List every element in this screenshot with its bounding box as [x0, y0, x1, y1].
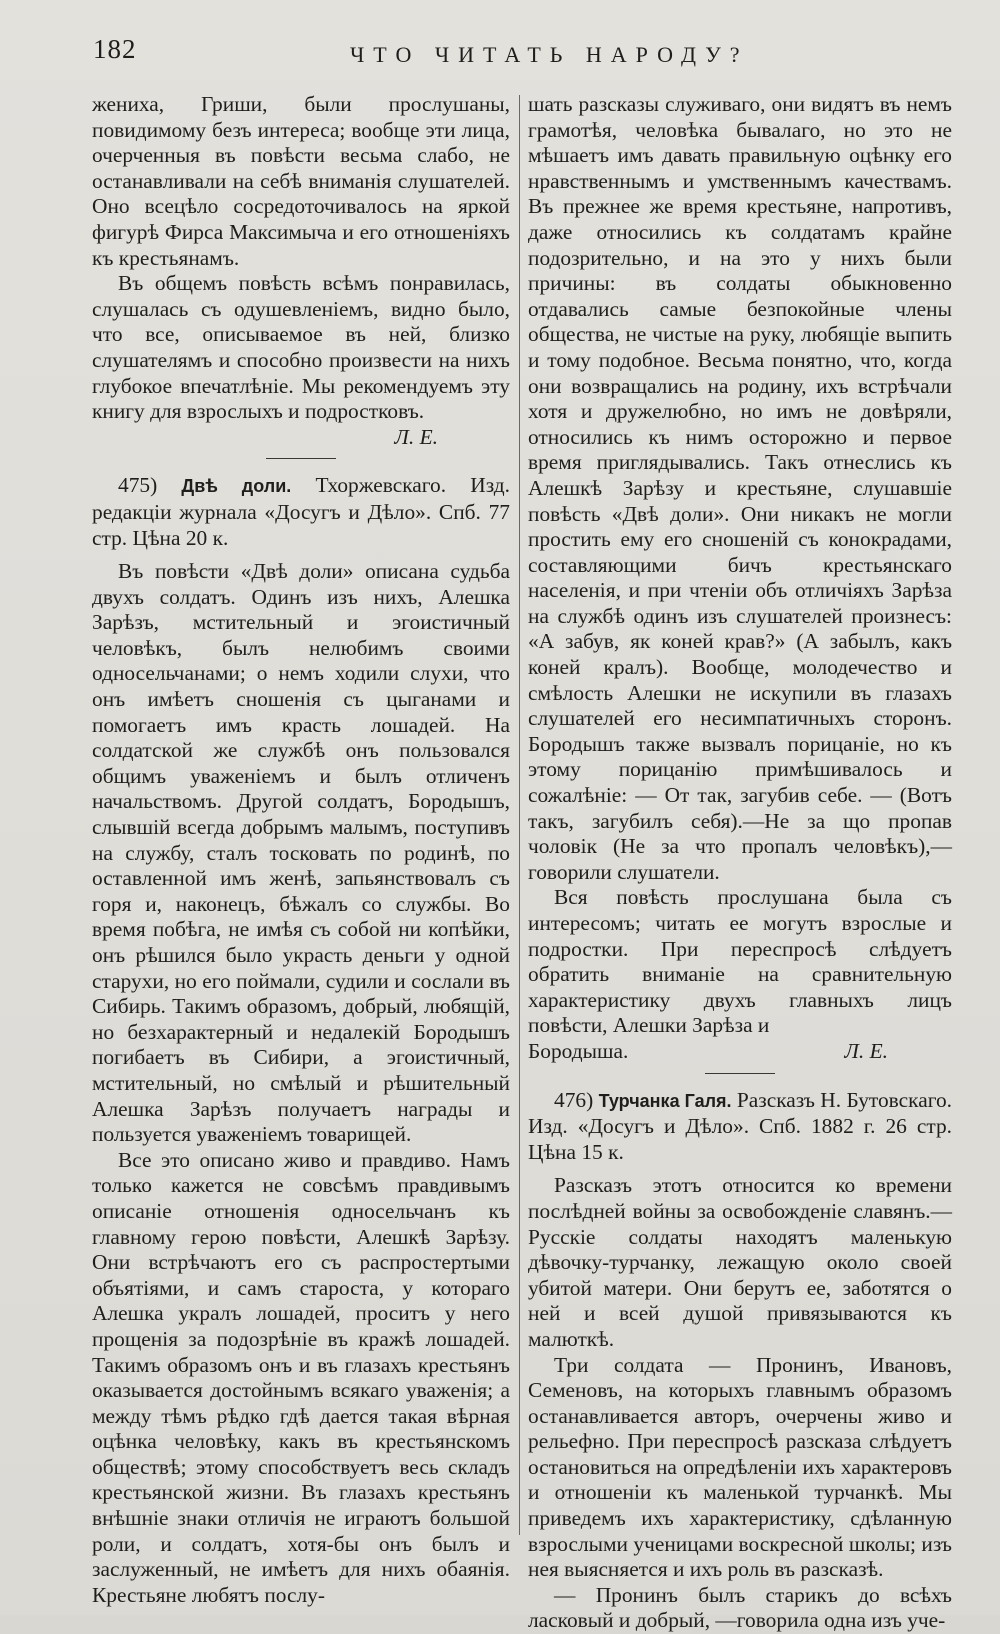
- paragraph: — Пронинъ былъ старикъ до всѣхъ ласковый и добрый, —говорила одна изъ уче-: [528, 1582, 952, 1633]
- page-number: 182: [93, 34, 137, 64]
- entry-title: Турчанка Галя.: [598, 1090, 732, 1111]
- paragraph-tail: Бородыша.: [528, 1038, 629, 1063]
- signature: Л. Е.: [844, 1038, 888, 1063]
- entry-number: 475): [118, 473, 158, 498]
- entry-heading-476: [528, 1088, 952, 1166]
- separator-rule: [266, 458, 336, 459]
- entry-heading-475: [92, 473, 510, 551]
- paragraph: Въ общемъ повѣсть всѣмъ понравилась, слушалась съ одушевленіемъ, видно было, что все, описываемое въ ней, близко слушателямъ и способно произвести на нихъ глубокое впечатлѣніе. Мы рекомендуемъ эту книгу для взрослыхъ и подростковъ.: [92, 271, 510, 424]
- paragraph: Въ повѣсти «Двѣ доли» описана судьба двухъ солдатъ. Одинъ изъ нихъ, Алешка Зарѣзъ, мстительный и эгоистичный человѣкъ, былъ нелюбимъ своими односельчанами; о немъ ходили слухи, что онъ имѣетъ сношенія съ цыганами и помогаетъ имъ красть лошадей. На солдатской же службѣ онъ пользовался общимъ уваженіемъ и былъ отличенъ начальствомъ. Другой солдатъ, Бородышъ, слывшій всегда добрымъ малымъ, поступивъ на службу, сталъ тосковать по родинѣ, по оставленной имъ женѣ, запьянствовалъ съ горя и, наконецъ, бѣжалъ со службы. Во время побѣга, не имѣя съ собой ни копѣйки, онъ рѣшился было украсть деньги у одной старухи, но его поймали, судили и сослали въ Сибирь. Такимъ образомъ, добрый, любящій, но безхарактерный и недалекій Бородышъ погибаетъ въ Сибири, а эгоистичный, мстительный, но смѣлый и рѣшительный Алешка Зарѣзъ получаетъ награды и пользуется уваженіемъ товарищей.: [92, 559, 510, 1147]
- paragraph: шать разсказы служиваго, они видятъ въ немъ грамотѣя, человѣка бывалаго, но это не мѣшаетъ имъ давать правильную оцѣнку его нравственнымъ и умственнымъ качествамъ. Въ прежнее же время крестьяне, напротивъ, даже относились къ солдатамъ крайне подозрительно, и на это у нихъ были причины: въ солдаты обыкновенно отдавались самые безпокойные члены общества, не чистые на руку, любящіе выпить и тому подобное. Весьма понятно, что, когда они возвращались на родину, ихъ встрѣчали хотя и дружелюбно, но имъ не довѣряли, относились къ нимъ осторожно и первое время приглядывались. Такъ отнеслись къ Алешкѣ Зарѣзу и крестьяне, слушавшіе повѣсть «Двѣ доли». Они никакъ не могли простить ему его сношеній съ конокрадами, составляющими бичъ крестьянскаго населенія, и при чтеніи объ отличіяхъ Зарѣза на службѣ одинъ изъ слушателей произнесъ: «А забув, як коней крав?» (А забылъ, какъ коней кралъ). Вообще, молодечество и смѣлость Алешки не искупили въ глазахъ слушателей его несимпатичныхъ сторонъ. Бородышъ также вызвалъ порицаніе, но къ этому порицанію примѣшивалось и сожалѣніе: — От так, загубив себе. — (Вотъ такъ, загубилъ себя).—Не за що пропав чоловік (Не за что пропалъ человѣкъ),—говорили слушатели.: [528, 92, 952, 884]
- entry-imprint: Тхоржевскаго. Изд. редакціи журнала «Досугъ и Дѣло». Спб. 77 стр. Цѣна 20 к.: [92, 473, 510, 550]
- entry-imprint: Разсказъ Н. Бутовскаго. Изд. «Досугъ и Дѣло». Спб. 1882 г. 26 стр. Цѣна 15 к.: [528, 1087, 952, 1164]
- left-column: [92, 92, 510, 1608]
- paragraph: Три солдата — Пронинъ, Ивановъ, Семеновъ, на которыхъ главнымъ образомъ останавливается авторъ, очерчены живо и рельефно. При переспросѣ разсказа слѣдуетъ остановиться на опредѣленіи ихъ характеровъ и отношеніи къ маленькой турчанкѣ. Мы приведемъ ихъ характеристику, сдѣланную взрослыми ученицами воскресной школы; изъ нея выясняется и ихъ роль въ разсказѣ.: [528, 1352, 952, 1582]
- column-divider: [519, 95, 520, 1535]
- paragraph: жениха, Гриши, были прослушаны, повидимому безъ интереса; вообще эти лица, очерченныя въ повѣсти весьма слабо, не останавливали на себѣ вниманія слушателей. Оно всецѣло сосредоточивалось на яркой фигурѣ Фирса Максимыча и его отношеніяхъ къ крестьянамъ.: [92, 92, 510, 270]
- paragraph-last-line: [528, 1039, 952, 1065]
- entry-number: 476): [554, 1087, 594, 1112]
- separator-rule: [705, 1073, 775, 1074]
- signature: Л. Е.: [394, 424, 438, 449]
- paragraph: Вся повѣсть прослушана была съ интересомъ; читать ее могутъ взрослые и подростки. При переспросѣ слѣдуетъ обратить вниманіе на сравнительную характеристику двухъ главныхъ лицъ повѣсти, Алешки Зарѣза и: [528, 885, 952, 1038]
- entry-title: Двѣ доли.: [181, 476, 292, 497]
- right-column: [528, 92, 952, 1634]
- paragraph: Все это описано живо и правдиво. Намъ только кажется не совсѣмъ правдивымъ описаніе отношенія односельчанъ къ главному герою повѣсти, Алешкѣ Зарѣзу. Они встрѣчаютъ его съ распростертыми объятіями, и самъ староста, у котораго Алешка укралъ лошадей, проситъ у него прощенія за подозрѣніе въ кражѣ лошадей. Такимъ образомъ онъ и въ глазахъ крестьянъ оказывается достойнымъ всякаго уваженія; а между тѣмъ рѣдко гдѣ дается такая вѣрная оцѣнка человѣку, какъ въ крестьянскомъ обществѣ; этому способствуетъ весь складъ крестьянской жизни. Въ глазахъ крестьянъ внѣшніе знаки отличія не играютъ большой роли, и солдатъ, хотя-бы онъ былъ и заслуженный, не имѣетъ для нихъ обаянія. Крестьяне любятъ послу-: [92, 1147, 510, 1607]
- paragraph: Разсказъ этотъ относится ко времени послѣдней войны за освобожденіе славянъ.— Русскіе солдаты находятъ маленькую дѣвочку-турчанку, лежащую около своей убитой матери. Они берутъ ее, заботятся о ней и всей душой привязываются къ малюткѣ.: [528, 1173, 952, 1351]
- running-title: ЧТО ЧИТАТЬ НАРОДУ?: [350, 42, 749, 67]
